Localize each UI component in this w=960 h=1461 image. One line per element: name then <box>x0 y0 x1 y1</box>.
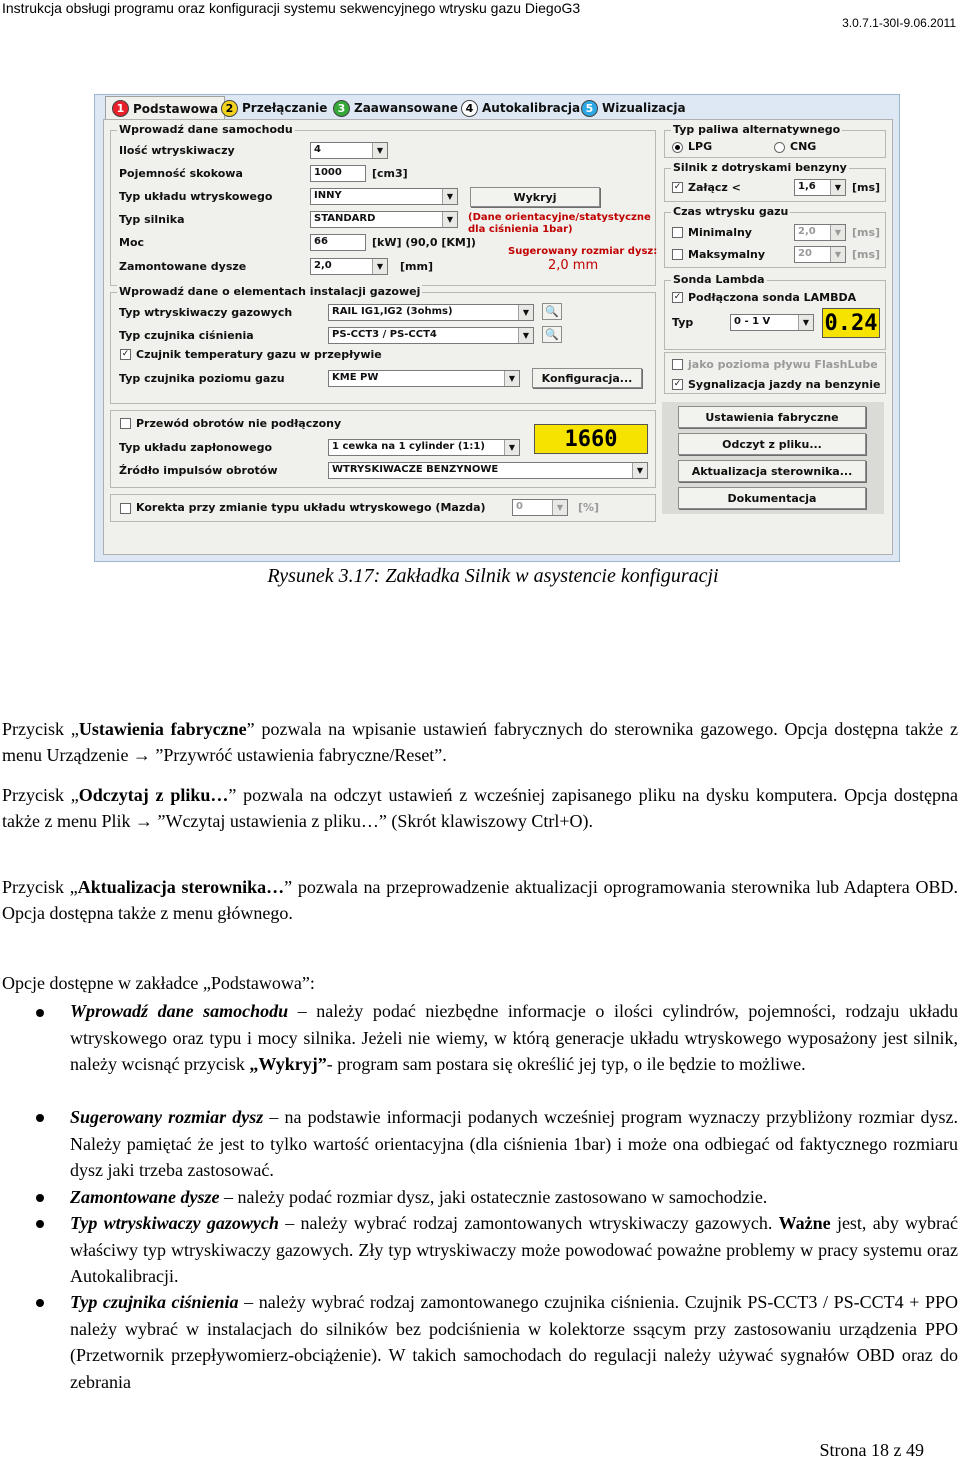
chevron-down-icon: ▼ <box>442 212 457 227</box>
power-input[interactable]: 66 <box>310 234 366 251</box>
chevron-down-icon: ▼ <box>518 305 533 320</box>
tab-label: Podstawowa <box>133 101 219 116</box>
capacity-label: Pojemność skokowa <box>119 167 243 180</box>
bullet-icon <box>36 1114 44 1122</box>
detect-button[interactable]: Wykryj <box>470 187 600 207</box>
figure-caption: Rysunek 3.17: Zakładka Silnik w asystencie konfiguracji <box>267 565 719 587</box>
temp-sensor-checkbox[interactable]: ✓ <box>121 349 130 359</box>
temp-sensor-label: Czujnik temperatury gazu w przepływie <box>136 348 382 361</box>
nozzle-unit: [mm] <box>400 260 433 273</box>
lpg-radio[interactable] <box>672 142 683 153</box>
capacity-input[interactable]: 1000 <box>310 165 366 182</box>
tab-label: Autokalibracja <box>482 101 581 115</box>
screenshot-figure <box>94 94 900 562</box>
lambda-display: 0.24 <box>822 308 880 338</box>
max-unit: [ms] <box>852 248 881 261</box>
pressure-sensor-label: Typ czujnika ciśnienia <box>119 329 254 342</box>
bullet-pressure-sensor: Typ czujnika ciśnienia – należy wybrać rodzaj zamontowanego czujnika ciśnienia. Czujnik PS-CCT3 / PS-CCT4 + PPO należy wybrać w instalacjach do silników bez podciśnienia w kolektorze ssącym przy zastosowaniu urządzenia PPO (Przetwornik przepływomierz-obciążenie). W takich samochodach do regulacji należy używać sygnałów OBD oraz do zebrania <box>70 1292 958 1392</box>
min-unit: [ms] <box>852 226 881 239</box>
header-version: 3.0.7.1-30I-9.06.2011 <box>842 16 956 30</box>
update-controller-button[interactable]: Aktualizacja sterownika... <box>678 460 866 482</box>
power-label: Moc <box>119 236 145 249</box>
bullet-icon <box>36 1220 44 1228</box>
search-icon[interactable]: 🔍 <box>542 326 562 343</box>
tab-number-2-icon: 2 <box>221 100 238 117</box>
power-unit: [kW] (90,0 [KM]) <box>372 236 476 249</box>
rpm-source-select[interactable]: WTRYSKIWACZE BENZYNOWE ▼ <box>328 462 648 479</box>
search-icon[interactable]: 🔍 <box>542 303 562 320</box>
group-title: Czas wtrysku gazu <box>673 205 789 218</box>
ignition-label: Typ układu zapłonowego <box>119 441 273 454</box>
tab-label: Zaawansowane <box>354 101 458 115</box>
page-number: Strona 18 z 49 <box>819 1440 924 1460</box>
chevron-down-icon: ▼ <box>442 189 457 204</box>
chevron-down-icon: ▼ <box>830 247 845 262</box>
group-title: Wprowadź dane o elementach instalacji gazowej <box>119 285 421 298</box>
chevron-down-icon: ▼ <box>830 180 845 195</box>
bullet-icon <box>36 1299 44 1307</box>
bullet-icon <box>36 1009 44 1017</box>
nozzle-label: Zamontowane dysze <box>119 260 247 273</box>
paragraph-options-intro: Opcje dostępne w zakładce „Podstawowa”: <box>2 973 315 993</box>
engine-type-label: Typ silnika <box>119 213 185 226</box>
min-label: Minimalny <box>688 226 752 239</box>
level-sensor-select[interactable]: KME PW ▼ <box>328 370 520 387</box>
read-from-file-button[interactable]: Odczyt z pliku... <box>678 433 866 455</box>
gasoline-signal-label: Sygnalizacja jazdy na benzynie <box>688 378 881 391</box>
enable-unit: [ms] <box>852 181 881 194</box>
capacity-unit: [cm3] <box>372 167 408 180</box>
bullet-vehicle-data: Wprowadź dane samochodu – należy podać niezbędne informacje o ilości cylindrów, pojemności, rodzaju układu wtryskowego oraz typu i mocy silnika. Jeżeli nie wiemy, w którą generacje układu wtryskowego wyposażony jest silnik, należy wcisnąć przycisk „Wykryj”- program sam postara się określić jej typ, o ile będzie to możliwe. <box>70 1001 958 1074</box>
tab-autokalibracja[interactable] <box>461 98 580 118</box>
chevron-down-icon: ▼ <box>830 225 845 240</box>
paragraph-factory: Przycisk „Ustawienia fabryczne” pozwala na wpisanie ustawień fabrycznych do sterownika gazowego. Opcja dostępna także z menu Urządzenie → ”Przywróć ustawienia fabryczne/Reset”. <box>2 719 958 765</box>
bullet-mounted-nozzles: Zamontowane dysze – należy podać rozmiar dysz, jaki ostatecznie zastosowano w samochodzie. <box>70 1187 768 1207</box>
lambda-type-select[interactable]: 0 - 1 V ▼ <box>730 314 814 331</box>
rpm-wire-checkbox[interactable] <box>120 418 131 429</box>
tab-przelaczanie[interactable] <box>221 98 327 118</box>
tab-podstawowa[interactable] <box>105 96 225 120</box>
tab-label: Przełączanie <box>242 101 328 115</box>
gas-injector-select[interactable]: RAIL IG1,IG2 (3ohms) ▼ <box>328 304 534 321</box>
ignition-select[interactable]: 1 cewka na 1 cylinder (1:1) ▼ <box>328 439 520 456</box>
chevron-down-icon: ▼ <box>504 371 519 386</box>
gas-injector-label: Typ wtryskiwaczy gazowych <box>119 306 293 319</box>
min-checkbox[interactable] <box>672 227 683 238</box>
suggested-size-value: 2,0 mm <box>548 258 599 273</box>
chevron-down-icon: ▼ <box>632 463 647 478</box>
gasoline-signal-checkbox[interactable]: ✓ <box>673 379 682 389</box>
lpg-label: LPG <box>688 140 713 153</box>
factory-settings-button[interactable]: Ustawienia fabryczne <box>678 406 866 428</box>
max-checkbox[interactable] <box>672 249 683 260</box>
chevron-down-icon: ▼ <box>798 315 813 330</box>
tab-number-5-icon: 5 <box>581 100 598 117</box>
group-title: Typ paliwa alternatywnego <box>673 123 841 136</box>
paragraph-update: Przycisk „Aktualizacja sterownika…” pozwala na przeprowadzenie aktualizacji oprogramowania sterownika lub Adaptera OBD. Opcja dostępna także z menu głównego. <box>2 877 958 923</box>
group-title: Wprowadź dane samochodu <box>119 123 293 136</box>
header-title: Instrukcja obsługi programu oraz konfiguracji systemu sekwencyjnego wtrysku gazu DiegoG3 <box>2 0 581 16</box>
group-title: Silnik z dotryskami benzyny <box>673 161 847 174</box>
chevron-down-icon: ▼ <box>372 143 387 158</box>
chevron-down-icon: ▼ <box>518 328 533 343</box>
engine-type-select[interactable]: STANDARD ▼ <box>310 211 458 228</box>
enable-checkbox[interactable]: ✓ <box>673 182 682 192</box>
rpm-display: 1660 <box>534 424 648 454</box>
configuration-button[interactable]: Konfiguracja... <box>532 368 642 388</box>
pressure-sensor-select[interactable]: PS-CCT3 / PS-CCT4 ▼ <box>328 327 534 344</box>
correction-unit: [%] <box>578 501 600 514</box>
max-select[interactable]: 20 ▼ <box>794 246 846 263</box>
tab-label: Wizualizacja <box>602 101 686 115</box>
enable-label: Załącz < <box>688 181 741 194</box>
flashlube-label: jako pozioma pływu FlashLube <box>688 358 878 371</box>
paragraph-read-file: Przycisk „Odczytaj z pliku…” pozwala na odczyt ustawień z wcześniej zapisanego pliku na dysku komputera. Opcja dostępna także z menu Plik → ”Wczytaj ustawienia z pliku…” (Skrót klawiszowy Ctrl+O). <box>2 785 958 831</box>
orientation-note: (Dane orientacyjne/statystyczne dla ciśnienia 1bar) <box>468 212 651 235</box>
cylinders-label: Ilość wtryskiwaczy <box>119 144 235 157</box>
min-select[interactable]: 2,0 ▼ <box>794 224 846 241</box>
bullet-suggested-size: Sugerowany rozmiar dysz – na podstawie informacji podanych wcześniej program wyznaczy przybliżony rozmiar dysz. Należy pamiętać że jest to tylko wartość orientacyjna (dla ciśnienia 1bar) i może ona odbiegać od faktycznego rozmiaru dysz jaki trzeba zastosować. <box>70 1107 958 1180</box>
chevron-down-icon: ▼ <box>552 500 567 515</box>
bullet-icon <box>36 1194 44 1202</box>
enable-select[interactable]: 1,6 ▼ <box>794 179 846 196</box>
bullet-gas-injectors: Typ wtryskiwaczy gazowych – należy wybrać rodzaj zamontowanych wtryskiwaczy gazowych. Ważne jest, aby wybrać właściwy typ wtryskiwaczy gazowych. Zły typ wtryskiwaczy może powodować poważne problemy w pracy systemu oraz Autokalibracji. <box>70 1213 958 1286</box>
tab-number-3-icon: 3 <box>333 100 350 117</box>
lambda-type-label: Typ <box>672 316 694 329</box>
rpm-source-label: Źródło impulsów obrotów <box>119 464 278 477</box>
correction-select[interactable]: 0 ▼ <box>512 499 568 516</box>
tab-number-4-icon: 4 <box>461 100 478 117</box>
tab-zaawansowane[interactable] <box>333 98 458 118</box>
correction-checkbox[interactable] <box>120 503 131 514</box>
max-label: Maksymalny <box>688 248 766 261</box>
injection-type-label: Typ układu wtryskowego <box>119 190 273 203</box>
cng-radio[interactable] <box>774 142 785 153</box>
tab-number-1-icon: 1 <box>112 100 129 117</box>
tab-wizualizacja[interactable] <box>581 98 686 118</box>
suggested-size-label: Sugerowany rozmiar dysz: <box>508 246 658 257</box>
tab-bar <box>95 95 899 119</box>
cng-label: CNG <box>790 140 817 153</box>
lambda-connected-label: Podłączona sonda LAMBDA <box>688 291 857 304</box>
cylinders-select[interactable]: 4 ▼ <box>310 142 388 159</box>
settings-panel <box>103 119 893 555</box>
rpm-wire-label: Przewód obrotów nie podłączony <box>136 417 342 430</box>
chevron-down-icon: ▼ <box>372 259 387 274</box>
flashlube-checkbox[interactable] <box>672 359 683 370</box>
injection-type-select[interactable]: INNY ▼ <box>310 188 458 205</box>
lambda-connected-checkbox[interactable]: ✓ <box>673 292 682 302</box>
chevron-down-icon: ▼ <box>504 440 519 455</box>
group-title: Sonda Lambda <box>673 273 765 286</box>
level-sensor-label: Typ czujnika poziomu gazu <box>119 372 285 385</box>
correction-label: Korekta przy zmianie typu układu wtryskowego (Mazda) <box>136 501 486 514</box>
documentation-button[interactable]: Dokumentacja <box>678 487 866 509</box>
nozzle-select[interactable]: 2,0 ▼ <box>310 258 388 275</box>
